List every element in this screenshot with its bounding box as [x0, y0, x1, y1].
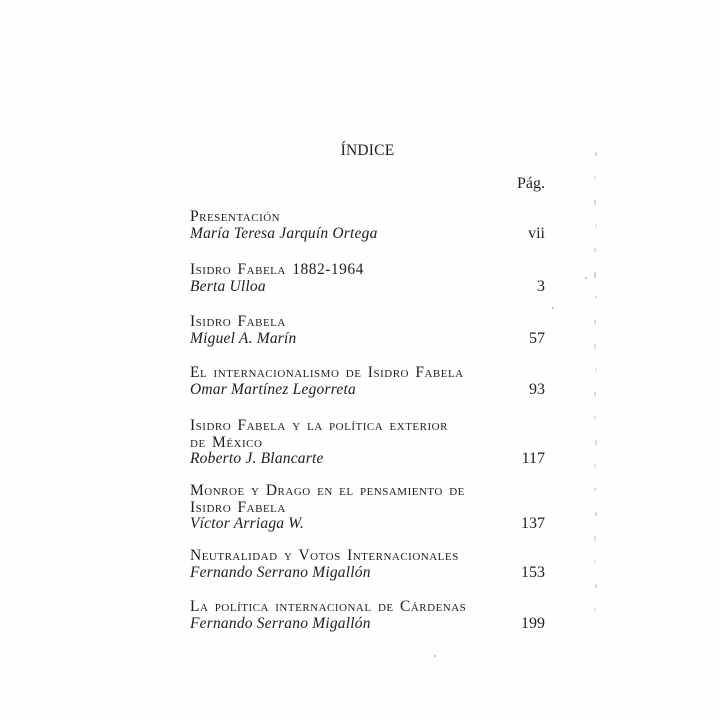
entry-title: Isidro Fabela 1882-1964 — [190, 261, 364, 278]
entry-author: Fernando Serrano Migallón — [190, 563, 371, 581]
entry-title: Monroe y Drago en el pensamiento de — [190, 482, 465, 499]
entry-author: Roberto J. Blancarte — [190, 450, 324, 467]
entry-page-number: 153 — [521, 563, 545, 581]
toc-entry — [190, 548, 545, 581]
entry-author: María Teresa Jarquín Ortega — [190, 224, 378, 242]
entry-page-number: vii — [528, 224, 545, 242]
toc-entry — [190, 418, 545, 468]
toc-entry — [190, 483, 545, 533]
toc-entry — [190, 599, 545, 632]
entry-page-number: 3 — [537, 277, 545, 295]
entry-author: Miguel A. Marín — [190, 329, 297, 347]
entry-page-number: 93 — [529, 380, 545, 398]
scan-speck — [552, 307, 554, 309]
toc-entry — [190, 365, 545, 398]
entry-title: La política internacional de Cárdenas — [190, 598, 467, 615]
entry-title: Neutralidad y Votos Internacionales — [190, 547, 459, 564]
toc-entry — [190, 262, 545, 295]
entry-page-number: 117 — [521, 450, 545, 467]
entry-title: Presentación — [190, 208, 281, 225]
page-title: ÍNDICE — [340, 142, 395, 159]
toc-entry — [190, 209, 545, 242]
entry-page-number: 57 — [529, 329, 545, 347]
page-column-header: Pág. — [517, 175, 545, 192]
entry-author: Fernando Serrano Migallón — [190, 614, 371, 632]
entry-title: Isidro Fabela — [190, 313, 286, 330]
entry-title: El internacionalismo de Isidro Fabela — [190, 364, 464, 381]
toc-entry — [190, 314, 545, 347]
entry-author: Omar Martínez Legorreta — [190, 380, 356, 398]
entry-author: Víctor Arriaga W. — [190, 515, 305, 532]
entry-author: Berta Ulloa — [190, 277, 266, 295]
entry-title-line2: Isidro Fabela — [190, 498, 286, 516]
entry-title-line2: de México — [190, 433, 263, 451]
scan-speck — [585, 277, 587, 279]
entry-page-number: 199 — [521, 614, 545, 632]
entry-page-number: 137 — [521, 515, 545, 532]
entry-title: Isidro Fabela y la política exterior — [190, 417, 448, 434]
scan-speck — [434, 655, 436, 657]
